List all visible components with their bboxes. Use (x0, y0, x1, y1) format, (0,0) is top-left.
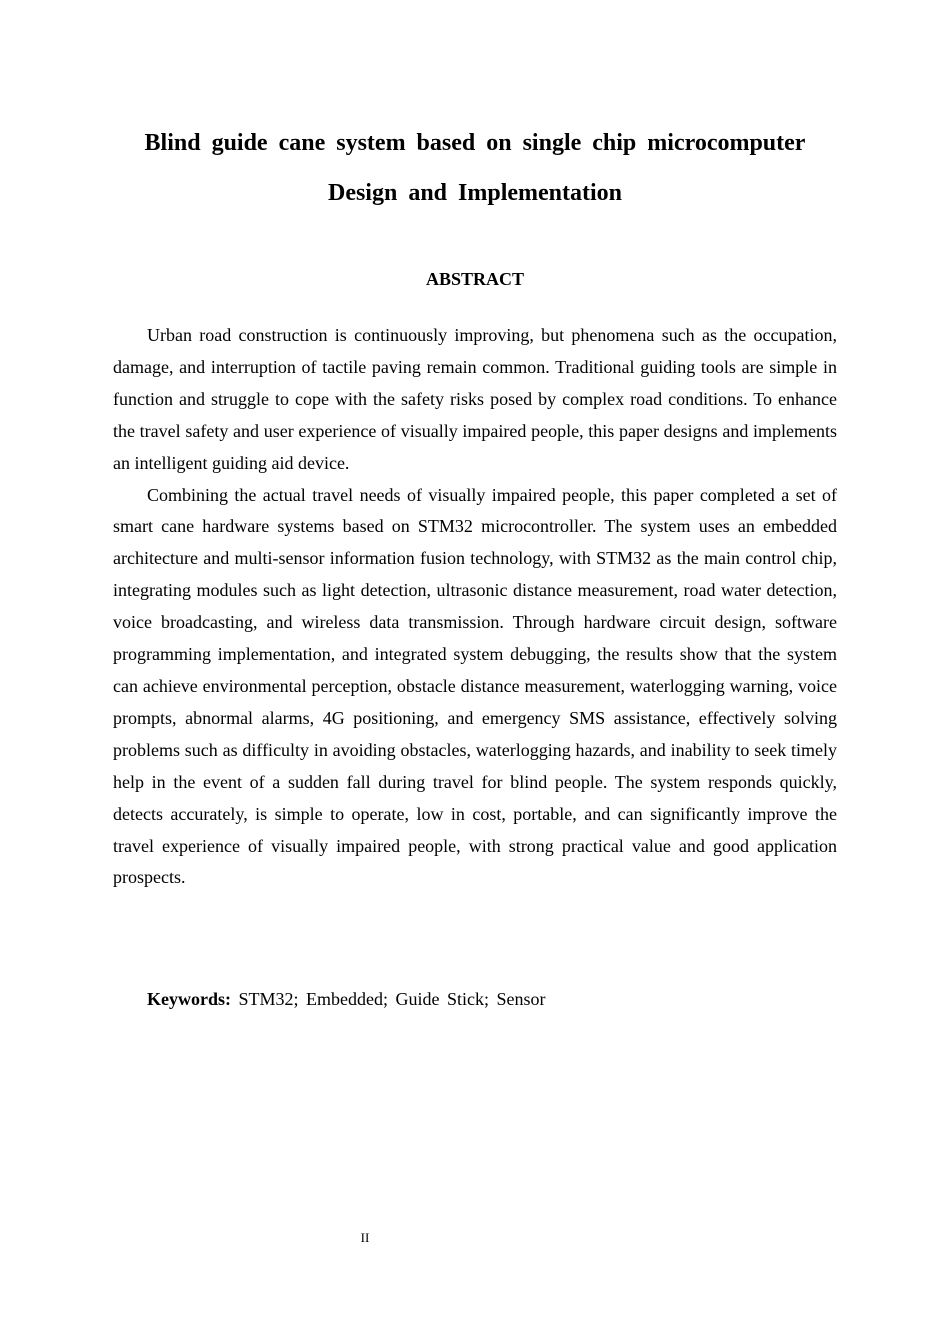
title-line-1: Blind guide cane system based on single chip microcomputer (144, 130, 806, 156)
keywords-line (147, 984, 545, 1014)
title-line-2: Design and Implementation (327, 180, 623, 206)
abstract-paragraph-1: Urban road construction is continuously improving, but phenomena such as the occupation, damage, and interruption of tactile paving remain common. Traditional guiding tools are simple in function and struggle to cope with the safety risks posed by complex road conditions. To enhance the travel safety and user experience of visually impaired people, this paper designs and implements an intelligent guiding aid device. (113, 325, 837, 473)
keywords-label: Keywords: (147, 989, 231, 1009)
abstract-heading: ABSTRACT (425, 269, 525, 289)
paper-title (113, 118, 837, 218)
abstract-body (113, 320, 837, 894)
keywords-value: STM32; Embedded; Guide Stick; Sensor (238, 989, 546, 1009)
abstract-paragraph-2: Combining the actual travel needs of visually impaired people, this paper completed a set of smart cane hardware systems based on STM32 microcontroller. The system uses an embedded architecture and multi-sensor information fusion technology, with STM32 as the main control chip, integrating modules such as light detection, ultrasonic distance measurement, road water detection, voice broadcasting, and wireless data transmission. Through hardware circuit design, software programming implementation, and integrated system debugging, the results show that the system can achieve environmental perception, obstacle distance measurement, waterlogging warning, voice prompts, abnormal alarms, 4G positioning, and emergency SMS assistance, effectively solving problems such as difficulty in avoiding obstacles, waterlogging hazards, and inability to seek timely help in the event of a sudden fall during travel for blind people. The system responds quickly, detects accurately, is simple to operate, low in cost, portable, and can significantly improve the travel experience of visually impaired people, with strong practical value and good application prospects. (113, 484, 837, 888)
page-number: II (360, 1230, 370, 1245)
